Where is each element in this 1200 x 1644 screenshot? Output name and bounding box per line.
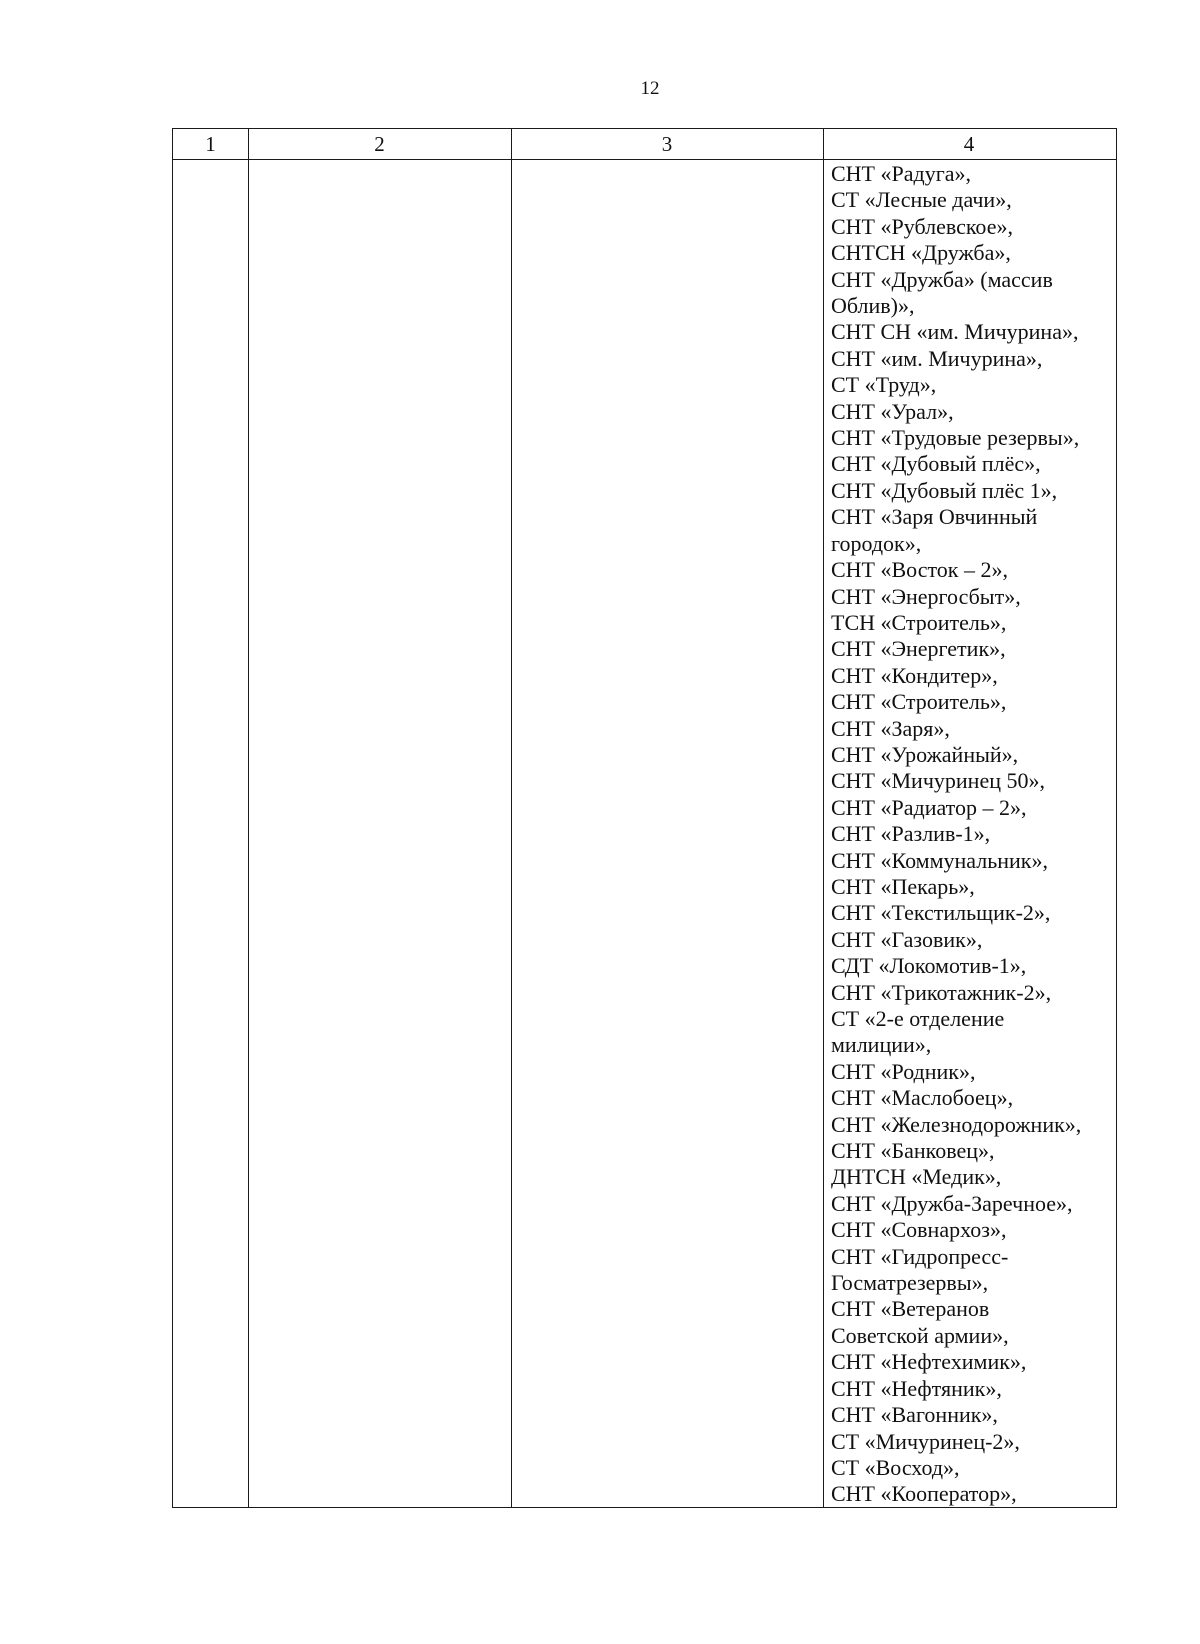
column-header-3: 3 bbox=[661, 132, 673, 156]
organization-list-item: СНТ «Маслобоец», bbox=[831, 1085, 1014, 1111]
organization-list-item: городок», bbox=[831, 530, 922, 556]
organization-list-item: СТ «Труд», bbox=[831, 372, 937, 398]
organization-list-item: СТ «Мичуринец-2», bbox=[831, 1428, 1020, 1454]
organization-list-item: СНТ «Нефтяник», bbox=[831, 1375, 1002, 1401]
organization-list-item: ДНТСН «Медик», bbox=[831, 1164, 1002, 1190]
organization-list-item: СНТ «Кондитер», bbox=[831, 662, 998, 688]
organization-list-item: СНТ «Заря», bbox=[831, 715, 950, 741]
organization-list-item: СТ «Восход», bbox=[831, 1454, 960, 1480]
organization-list-item: СНТ «Мичуринец 50», bbox=[831, 768, 1045, 794]
organization-list-item: СТ «Лесные дачи», bbox=[831, 187, 1012, 213]
organization-list-item: СНТ «Пекарь», bbox=[831, 873, 975, 899]
organization-list-item: СНТ «Нефтехимик», bbox=[831, 1349, 1027, 1375]
organization-list-item: СНТСН «Дружба», bbox=[831, 240, 1011, 266]
organization-list-item: СНТ «Вагонник», bbox=[831, 1402, 998, 1428]
organization-list-item: СНТ «Гидропресс- bbox=[831, 1243, 1009, 1269]
organization-list-item: СНТ «Энергетик», bbox=[831, 636, 1006, 662]
table-body-row bbox=[173, 159, 1116, 1507]
organization-list-item: СНТ «Дубовый плёс», bbox=[831, 451, 1041, 477]
organization-list-item: СДТ «Локомотив-1», bbox=[831, 953, 1027, 979]
organization-list-item: СНТ «Дружба-Заречное», bbox=[831, 1190, 1073, 1216]
organization-list-item: СНТ «Трудовые резервы», bbox=[831, 425, 1080, 451]
organization-list-item: СНТ СН «им. Мичурина», bbox=[831, 319, 1079, 345]
organization-list-item: СНТ «Урожайный», bbox=[831, 741, 1019, 767]
organization-list-item: СНТ «Разлив-1», bbox=[831, 821, 991, 847]
organization-list-item: СНТ «Совнархоз», bbox=[831, 1217, 1007, 1243]
organization-list-item: Советской армии», bbox=[831, 1322, 1009, 1348]
organization-list-item: ТСН «Строитель», bbox=[831, 609, 1007, 635]
column-header-1: 1 bbox=[205, 132, 216, 156]
organization-list-item: СНТ «Текстильщик-2», bbox=[831, 900, 1051, 926]
page-number: 12 bbox=[640, 78, 660, 99]
organization-list-item: СНТ «Радуга», bbox=[831, 161, 971, 186]
organization-list-item: СНТ «Дружба» (массив bbox=[831, 266, 1053, 292]
organization-list-item: милиции», bbox=[831, 1032, 932, 1058]
organization-list-item: СНТ «Ветеранов bbox=[831, 1296, 990, 1322]
table-header-row bbox=[173, 129, 1116, 160]
column-header-4: 4 bbox=[963, 132, 975, 156]
organization-list-item: Облив)», bbox=[831, 293, 915, 319]
organization-list-item: СНТ «им. Мичурина», bbox=[831, 345, 1043, 371]
organization-list-item: СНТ «Энергосбыт», bbox=[831, 583, 1021, 609]
organization-list-item: СНТ «Строитель», bbox=[831, 689, 1007, 715]
organization-list-item: СНТ «Коммунальник», bbox=[831, 847, 1048, 873]
column-header-2: 2 bbox=[374, 132, 385, 156]
document-table bbox=[172, 128, 1117, 1508]
organization-list-item: СНТ «Восток – 2», bbox=[831, 557, 1008, 583]
organization-list-item: СТ «2-е отделение bbox=[831, 1006, 1005, 1031]
organization-list-item: Госматрезервы», bbox=[831, 1270, 989, 1296]
organization-list-item: СНТ «Заря Овчинный bbox=[831, 504, 1038, 530]
organization-list-item: СНТ «Рублевское», bbox=[831, 213, 1013, 239]
organization-list-item: СНТ «Дубовый плёс 1», bbox=[831, 477, 1058, 503]
organization-list-item: СНТ «Кооператор», bbox=[831, 1481, 1017, 1507]
organization-list-item: СНТ «Банковец», bbox=[831, 1138, 995, 1164]
cell-col-4-organization-list bbox=[831, 161, 1113, 1508]
organization-list-item: СНТ «Трикотажник-2», bbox=[831, 979, 1052, 1005]
organization-list-item: СНТ «Газовик», bbox=[831, 926, 983, 952]
organization-list-item: СНТ «Урал», bbox=[831, 398, 954, 424]
organization-list-item: СНТ «Радиатор – 2», bbox=[831, 794, 1027, 820]
organization-list-item: СНТ «Железнодорожник», bbox=[831, 1111, 1082, 1137]
organization-list-item: СНТ «Родник», bbox=[831, 1058, 976, 1084]
